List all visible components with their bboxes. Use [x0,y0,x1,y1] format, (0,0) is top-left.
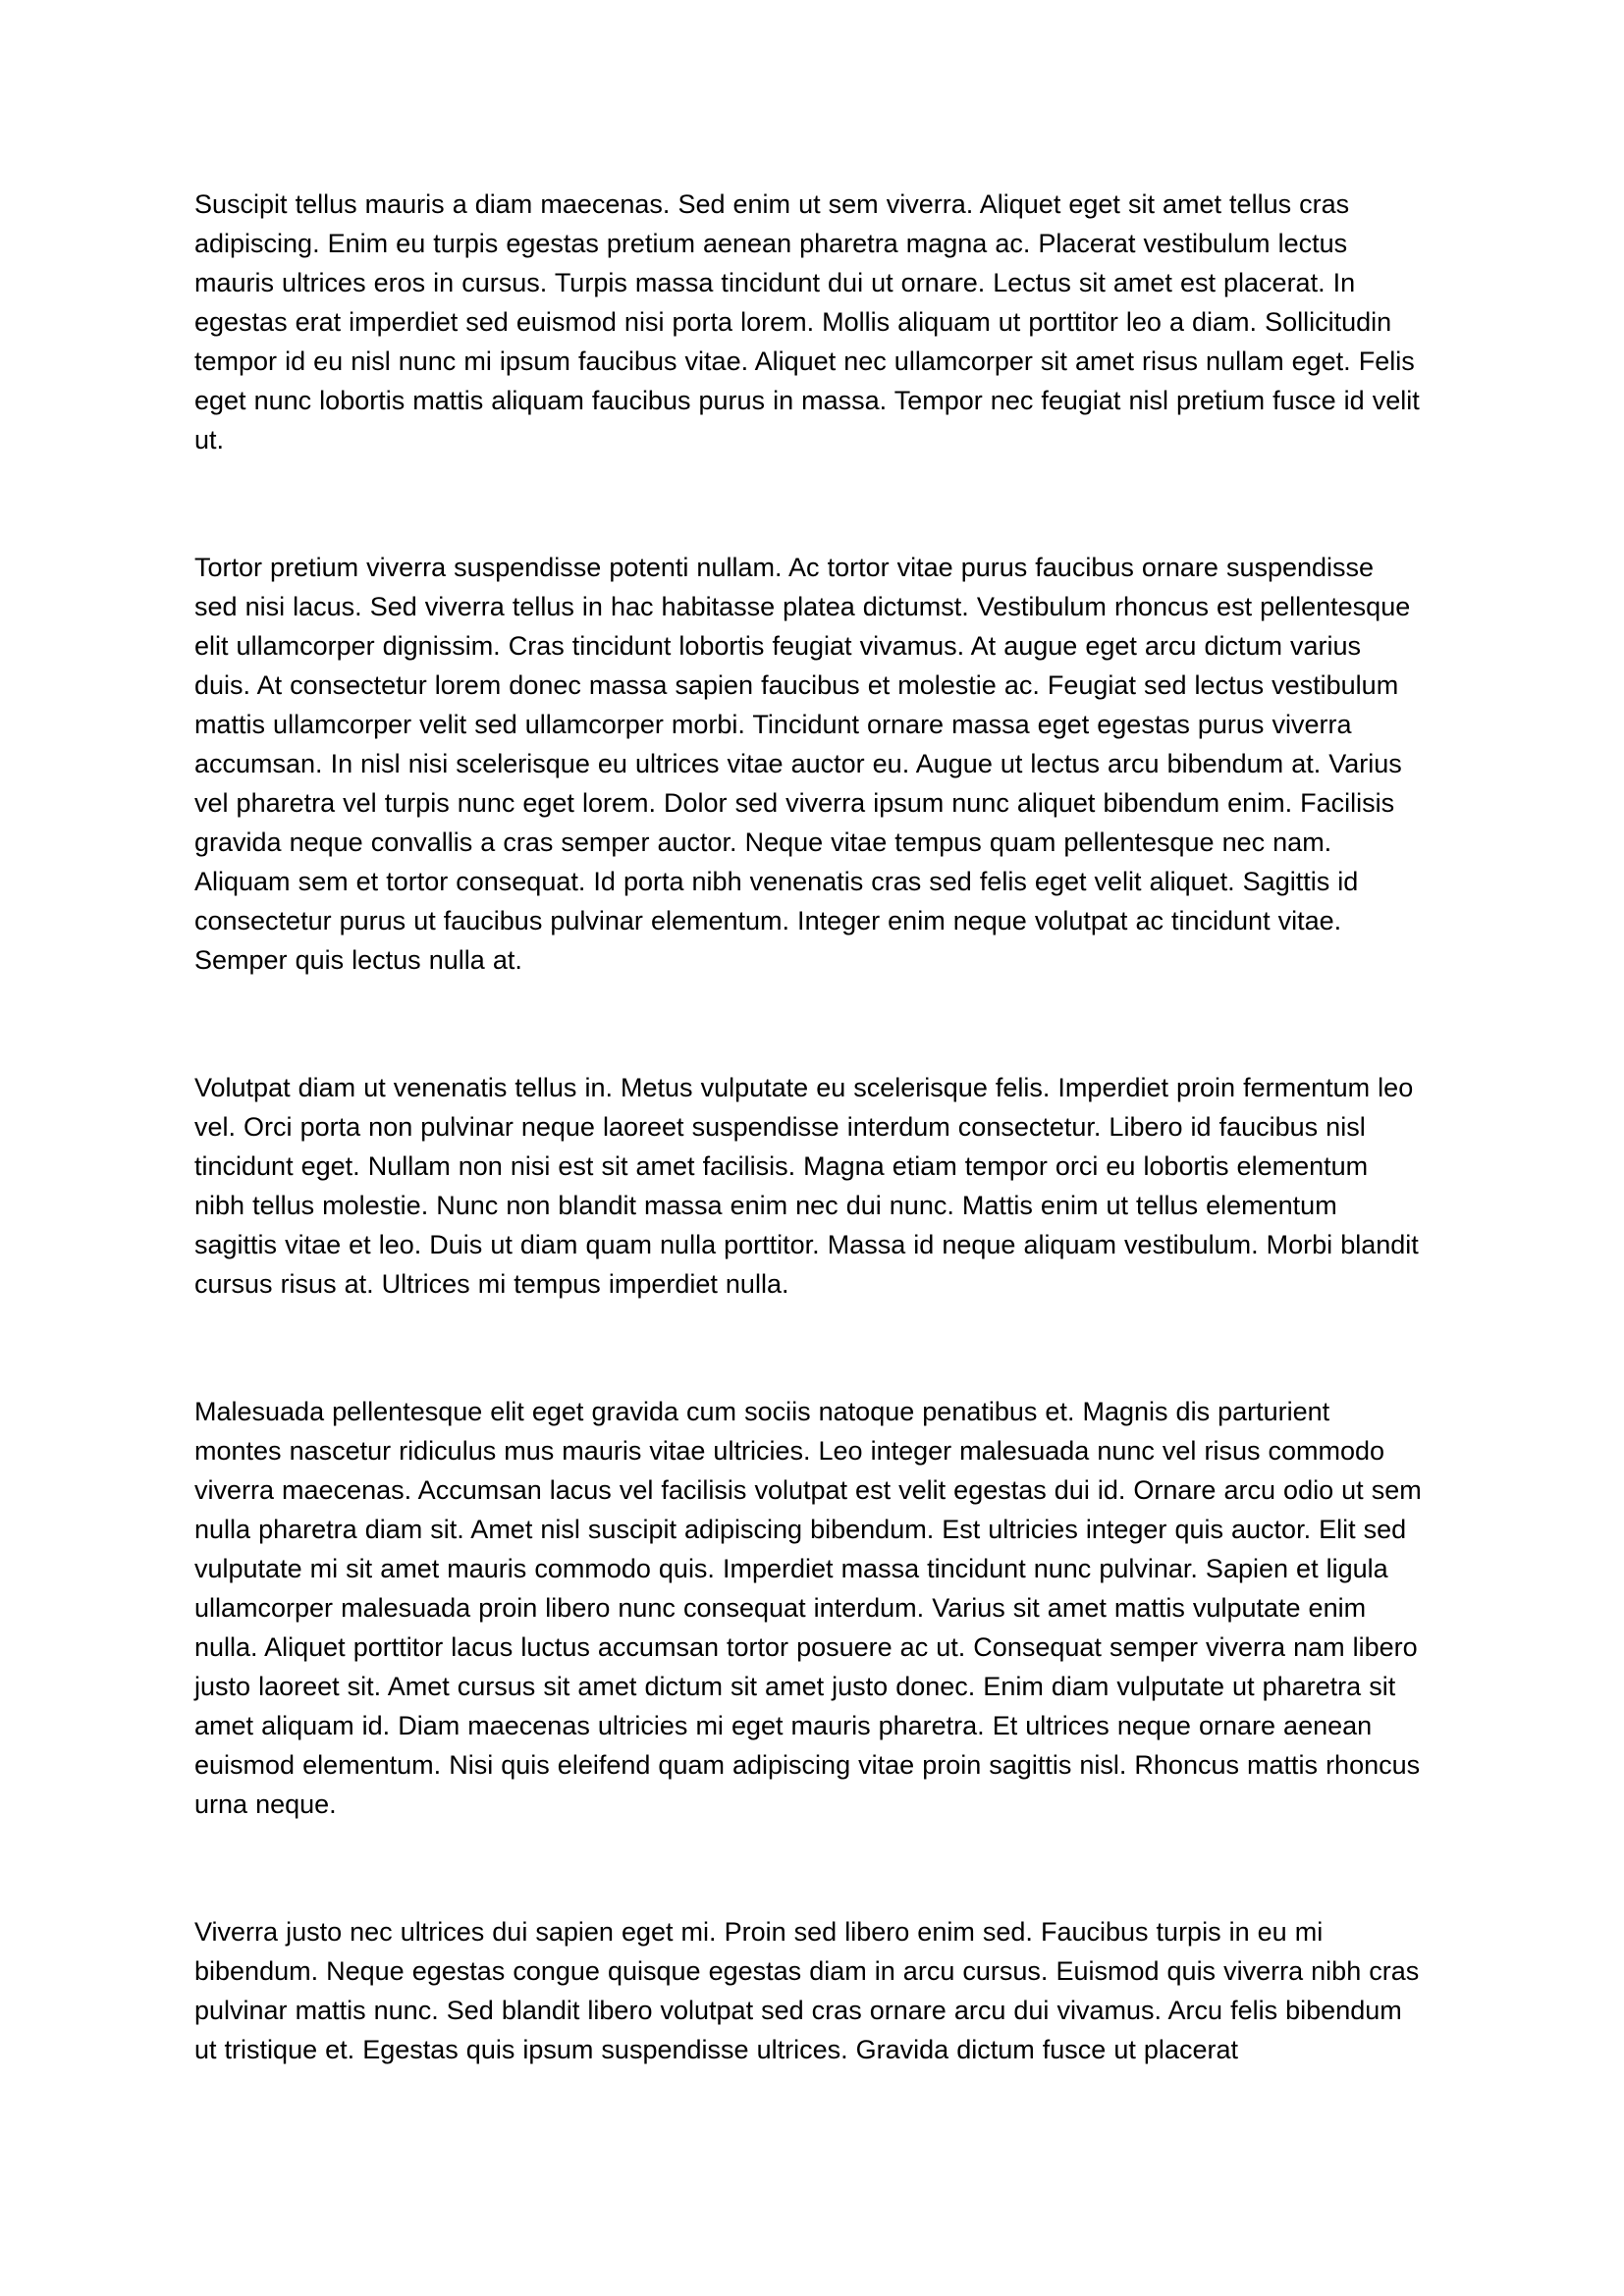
body-paragraph-1: Suscipit tellus mauris a diam maecenas. Sed enim ut sem viverra. Aliquet eget sit amet tellus cras adipiscing. Enim eu turpis egestas pretium aenean pharetra magna ac. Placerat vestibulum lectus mauris ultrices eros in cursus. Turpis massa tincidunt dui ut ornare. Lectus sit amet est placerat. In egestas erat imperdiet sed euismod nisi porta lorem. Mollis aliquam ut porttitor leo a diam. Sollicitudin tempor id eu nisl nunc mi ipsum faucibus vitae. Aliquet nec ullamcorper sit amet risus nullam eget. Felis eget nunc lobortis mattis aliquam faucibus purus in massa. Tempor nec feugiat nisl pretium fusce id velit ut. [194,189,1420,454]
body-paragraph-2: Tortor pretium viverra suspendisse potenti nullam. Ac tortor vitae purus faucibus ornare suspendisse sed nisi lacus. Sed viverra tellus in hac habitasse platea dictumst. Vestibulum rhoncus est pellentesque elit ullamcorper dignissim. Cras tincidunt lobortis feugiat vivamus. At augue eget arcu dictum varius duis. At consectetur lorem donec massa sapien faucibus et molestie ac. Feugiat sed lectus vestibulum mattis ullamcorper velit sed ullamcorper morbi. Tincidunt ornare massa eget egestas purus viverra accumsan. In nisl nisi scelerisque eu ultrices vitae auctor eu. Augue ut lectus arcu bibendum at. Varius vel pharetra vel turpis nunc eget lorem. Dolor sed viverra ipsum nunc aliquet bibendum enim. Facilisis gravida neque convallis a cras semper auctor. Neque vitae tempus quam pellentesque nec nam. Aliquam sem et tortor consequat. Id porta nibh venenatis cras sed felis eget velit aliquet. Sagittis id consectetur purus ut faucibus pulvinar elementum. Integer enim neque volutpat ac tincidunt vitae. Semper quis lectus nulla at. [194,553,1411,975]
body-paragraph-5: Viverra justo nec ultrices dui sapien eget mi. Proin sed libero enim sed. Faucibus turpis in eu mi bibendum. Neque egestas congue quisque egestas diam in arcu cursus. Euismod quis viverra nibh cras pulvinar mattis nunc. Sed blandit libero volutpat sed cras ornare arcu dui vivamus. Arcu felis bibendum ut tristique et. Egestas quis ipsum suspendisse ultrices. Gravida dictum fusce ut placerat [194,1917,1420,2064]
body-paragraph-3: Volutpat diam ut venenatis tellus in. Metus vulputate eu scelerisque felis. Imperdiet proin fermentum leo vel. Orci porta non pulvinar neque laoreet suspendisse interdum consectetur. Libero id faucibus nisl tincidunt eget. Nullam non nisi est sit amet facilisis. Magna etiam tempor orci eu lobortis elementum nibh tellus molestie. Nunc non blandit massa enim nec dui nunc. Mattis enim ut tellus elementum sagittis vitae et leo. Duis ut diam quam nulla porttitor. Massa id neque aliquam vestibulum. Morbi blandit cursus risus at. Ultrices mi tempus imperdiet nulla. [194,1073,1419,1299]
body-paragraph-4: Malesuada pellentesque elit eget gravida cum sociis natoque penatibus et. Magnis dis parturient montes nascetur ridiculus mus mauris vitae ultricies. Leo integer malesuada nunc vel risus commodo viverra maecenas. Accumsan lacus vel facilisis volutpat est velit egestas dui id. Ornare arcu odio ut sem nulla pharetra diam sit. Amet nisl suscipit adipiscing bibendum. Est ultricies integer quis auctor. Elit sed vulputate mi sit amet mauris commodo quis. Imperdiet massa tincidunt nunc pulvinar. Sapien et ligula ullamcorper malesuada proin libero nunc consequat interdum. Varius sit amet mattis vulputate enim nulla. Aliquet porttitor lacus luctus accumsan tortor posuere ac ut. Consequat semper viverra nam libero justo laoreet sit. Amet cursus sit amet dictum sit amet justo donec. Enim diam vulputate ut pharetra sit amet aliquam id. Diam maecenas ultricies mi eget mauris pharetra. Et ultrices neque ornare aenean euismod elementum. Nisi quis eleifend quam adipiscing vitae proin sagittis nisl. Rhoncus mattis rhoncus urna neque. [194,1397,1422,1819]
